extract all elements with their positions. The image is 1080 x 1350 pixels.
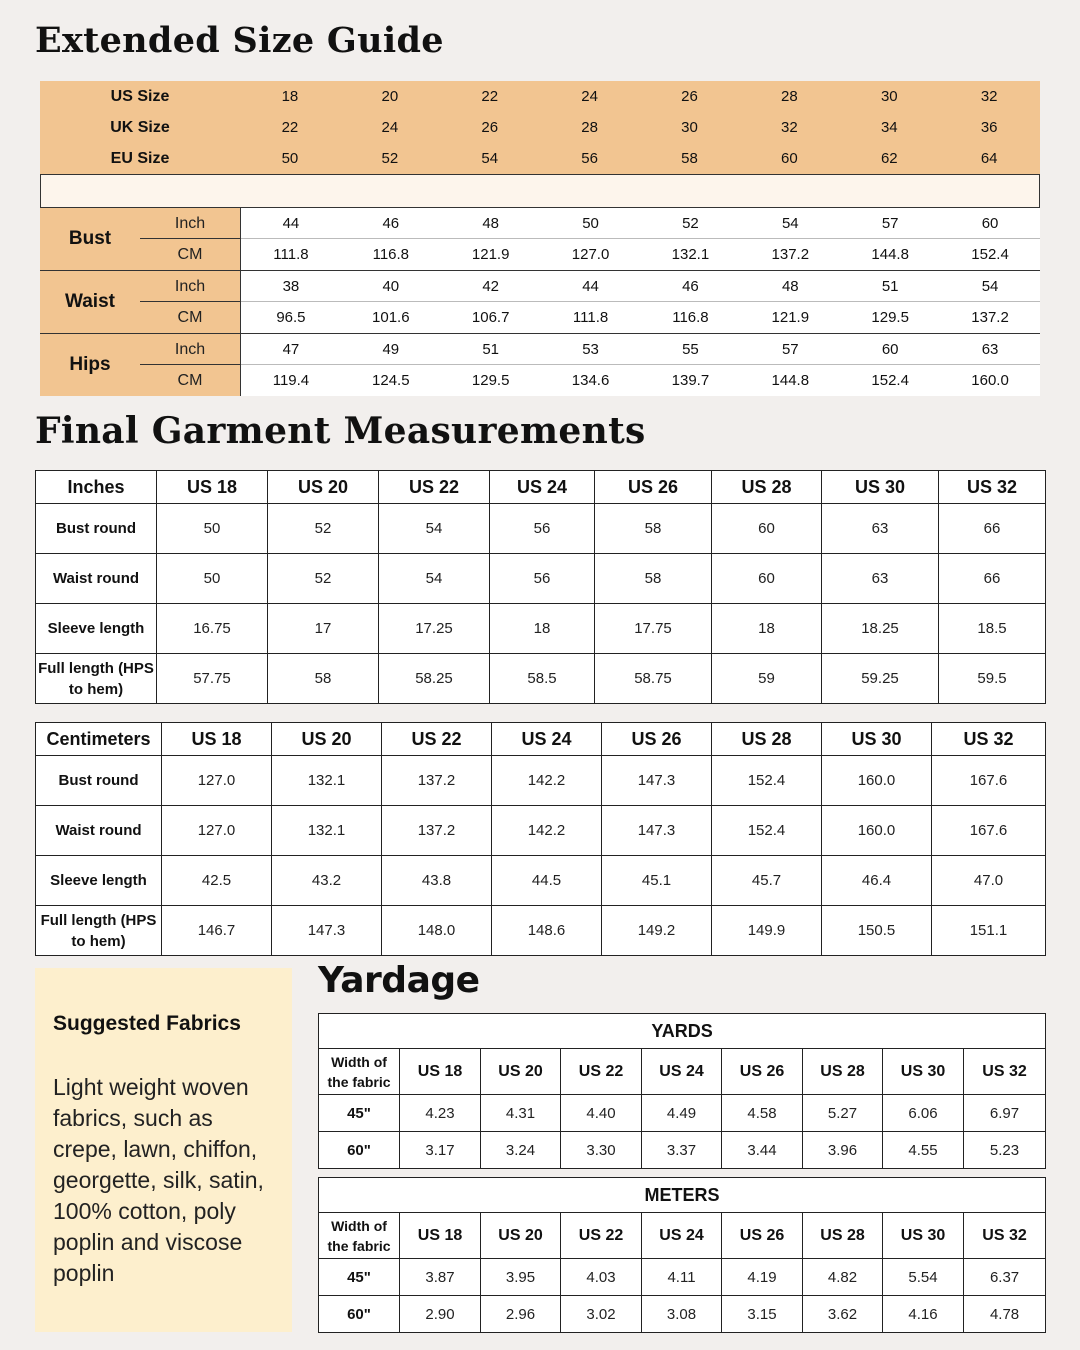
size-header: US 22: [382, 723, 492, 756]
value-cell: 121.9: [771, 309, 810, 326]
value-cell: 5.54: [883, 1259, 964, 1296]
value-cell: 149.9: [712, 906, 822, 956]
value-cell: 149.2: [602, 906, 712, 956]
uk-size-label: UK Size: [110, 118, 170, 136]
value-cell: 54: [379, 504, 490, 554]
table-row: [36, 604, 1046, 654]
size-value: 58: [681, 150, 698, 167]
value-cell: 46: [641, 271, 741, 302]
value-cell: 127.0: [162, 806, 272, 856]
row-label: 60": [319, 1296, 400, 1333]
value-cell: 132.1: [671, 246, 710, 263]
value-cell: 58.75: [595, 654, 712, 704]
size-guide-title: Extended Size Guide: [35, 20, 444, 61]
value-cell: 40: [341, 271, 441, 302]
value-cell: 4.19: [722, 1259, 803, 1296]
header-row: [319, 1049, 1046, 1095]
value-cell: 60: [940, 208, 1040, 239]
bust-label: Bust: [40, 208, 140, 270]
size-value: 30: [880, 88, 898, 105]
unit-inch: Inch: [174, 214, 206, 232]
value-cell: 17.75: [595, 604, 712, 654]
size-header: US 24: [492, 723, 602, 756]
cm-row: [241, 302, 1040, 333]
value-cell: 17.25: [379, 604, 490, 654]
value-cell: 4.55: [883, 1132, 964, 1169]
size-value: 62: [880, 150, 898, 167]
spacer-band: [40, 174, 1040, 208]
value-cell: 50: [541, 208, 641, 239]
value-cell: 4.31: [481, 1095, 561, 1132]
value-cell: 152.4: [712, 806, 822, 856]
value-cell: 66: [939, 504, 1046, 554]
value-cell: 6.06: [883, 1095, 964, 1132]
size-header: US 18: [400, 1213, 481, 1259]
value-cell: 54: [940, 271, 1040, 302]
value-cell: 51: [441, 334, 541, 365]
size-header: US 32: [964, 1049, 1046, 1095]
hips-values: [240, 334, 1040, 396]
size-header: US 22: [379, 471, 490, 504]
value-cell: 3.96: [803, 1132, 883, 1169]
corner-header: Inches: [36, 471, 157, 504]
table-row: [36, 856, 1046, 906]
value-cell: 101.6: [372, 309, 410, 326]
value-cell: 147.3: [602, 756, 712, 806]
value-cell: 4.03: [561, 1259, 642, 1296]
value-cell: 47.0: [932, 856, 1046, 906]
yardage-title: Yardage: [318, 960, 480, 1001]
value-cell: 58: [595, 504, 712, 554]
value-cell: 42: [441, 271, 541, 302]
inch-row: [241, 208, 1040, 239]
width-of-fabric-label: Width of the fabric: [319, 1213, 400, 1259]
inch-row: [241, 271, 1040, 302]
value-cell: 3.02: [561, 1296, 642, 1333]
meters-table: [318, 1177, 1046, 1333]
size-header: US 26: [722, 1049, 803, 1095]
table-row: [319, 1296, 1046, 1333]
value-cell: 150.5: [822, 906, 932, 956]
value-cell: 48: [740, 271, 840, 302]
size-header: US 18: [162, 723, 272, 756]
value-cell: 58.5: [490, 654, 595, 704]
size-header: US 20: [272, 723, 382, 756]
size-value: 32: [980, 88, 998, 105]
value-cell: 57: [740, 334, 840, 365]
value-cell: 56: [490, 554, 595, 604]
value-cell: 139.7: [671, 372, 710, 389]
value-cell: 17: [268, 604, 379, 654]
value-cell: 148.6: [492, 906, 602, 956]
size-value: 34: [880, 119, 898, 136]
value-cell: 43.2: [272, 856, 382, 906]
table-row: [319, 1132, 1046, 1169]
unit-labels: [140, 271, 240, 333]
value-cell: 63: [940, 334, 1040, 365]
size-value: 52: [381, 150, 399, 167]
suggested-fabrics-title: Suggested Fabrics: [53, 1012, 241, 1035]
table-row: [36, 554, 1046, 604]
size-value: 28: [781, 88, 798, 105]
table-row: [36, 906, 1046, 956]
unit-cm: CM: [177, 245, 203, 263]
value-cell: 55: [641, 334, 741, 365]
value-cell: 49: [341, 334, 441, 365]
value-cell: 48: [441, 208, 541, 239]
value-cell: 16.75: [157, 604, 268, 654]
value-cell: 56: [490, 504, 595, 554]
value-cell: 137.2: [382, 756, 492, 806]
size-value: 18: [281, 88, 299, 105]
size-header: US 30: [883, 1049, 964, 1095]
size-header: US 26: [722, 1213, 803, 1259]
value-cell: 52: [268, 554, 379, 604]
size-value: 32: [781, 119, 798, 136]
unit-cm: CM: [177, 308, 203, 326]
value-cell: 3.37: [642, 1132, 722, 1169]
value-cell: 4.49: [642, 1095, 722, 1132]
value-cell: 124.5: [372, 372, 410, 389]
value-cell: 3.15: [722, 1296, 803, 1333]
value-cell: 18: [490, 604, 595, 654]
title-row: [319, 1014, 1046, 1049]
row-label: Waist round: [36, 806, 162, 856]
size-header: US 32: [932, 723, 1046, 756]
row-label: Sleeve length: [36, 856, 162, 906]
size-value: 54: [481, 150, 499, 167]
value-cell: 106.7: [471, 309, 510, 326]
size-value: 64: [980, 150, 998, 167]
value-cell: 134.6: [571, 372, 610, 389]
unit-divider: [140, 364, 240, 365]
value-cell: 4.82: [803, 1259, 883, 1296]
value-cell: 4.78: [964, 1296, 1046, 1333]
row-label: 60": [319, 1132, 400, 1169]
size-header: US 30: [883, 1213, 964, 1259]
value-cell: 2.90: [400, 1296, 481, 1333]
unit-inch: Inch: [174, 340, 206, 358]
value-cell: 50: [157, 554, 268, 604]
corner-header: Centimeters: [36, 723, 162, 756]
value-cell: 5.27: [803, 1095, 883, 1132]
us-size-label: US Size: [110, 87, 170, 105]
hips-label: Hips: [40, 334, 140, 396]
row-label: Bust round: [36, 756, 162, 806]
value-cell: 4.11: [642, 1259, 722, 1296]
value-cell: 44: [541, 271, 641, 302]
suggested-fabrics-panel: [35, 968, 292, 1332]
table-row: [36, 806, 1046, 856]
hips-measurement: [40, 334, 1040, 396]
size-value: 36: [980, 119, 998, 136]
table-row: [36, 654, 1046, 704]
row-label: Sleeve length: [36, 604, 157, 654]
cm-row: [241, 239, 1040, 270]
value-cell: 6.37: [964, 1259, 1046, 1296]
value-cell: 57.75: [157, 654, 268, 704]
table-row: [319, 1259, 1046, 1296]
value-cell: 50: [157, 504, 268, 554]
value-cell: 54: [740, 208, 840, 239]
value-cell: 142.2: [492, 756, 602, 806]
value-cell: 137.2: [971, 309, 1009, 326]
row-label: Full length (HPS to hem): [36, 654, 157, 704]
value-cell: 18.25: [822, 604, 939, 654]
size-header: US 32: [939, 471, 1046, 504]
size-value: 24: [581, 88, 598, 105]
value-cell: 2.96: [481, 1296, 561, 1333]
size-header: US 20: [481, 1213, 561, 1259]
value-cell: 60: [712, 504, 822, 554]
size-header: US 26: [602, 723, 712, 756]
value-cell: 3.62: [803, 1296, 883, 1333]
value-cell: 160.0: [822, 756, 932, 806]
size-header: US 24: [490, 471, 595, 504]
size-header: US 28: [712, 723, 822, 756]
size-header: US 20: [268, 471, 379, 504]
unit-labels: [140, 334, 240, 396]
value-cell: 51: [840, 271, 940, 302]
value-cell: 4.40: [561, 1095, 642, 1132]
value-cell: 129.5: [471, 372, 510, 389]
value-cell: 45.1: [602, 856, 712, 906]
value-cell: 116.8: [372, 246, 410, 263]
size-header: US 24: [642, 1213, 722, 1259]
value-cell: 137.2: [771, 246, 810, 263]
value-cell: 127.0: [571, 246, 610, 263]
value-cell: 44.5: [492, 856, 602, 906]
size-value: 26: [681, 88, 698, 105]
value-cell: 160.0: [822, 806, 932, 856]
value-cell: 58.25: [379, 654, 490, 704]
row-label: Bust round: [36, 504, 157, 554]
value-cell: 60: [840, 334, 940, 365]
size-header: US 26: [595, 471, 712, 504]
value-cell: 38: [241, 271, 341, 302]
unit-divider: [140, 301, 240, 302]
size-value: 56: [581, 150, 598, 167]
value-cell: 4.23: [400, 1095, 481, 1132]
waist-measurement: [40, 271, 1040, 333]
value-cell: 152.4: [971, 246, 1009, 263]
size-value: 26: [481, 119, 499, 136]
value-cell: 142.2: [492, 806, 602, 856]
value-cell: 3.17: [400, 1132, 481, 1169]
value-cell: 152.4: [871, 372, 909, 389]
size-header: US 30: [822, 471, 939, 504]
value-cell: 6.97: [964, 1095, 1046, 1132]
value-cell: 96.5: [276, 309, 306, 326]
final-measurements-title: Final Garment Measurements: [35, 410, 646, 452]
value-cell: 47: [241, 334, 341, 365]
value-cell: 129.5: [871, 309, 909, 326]
size-value: 22: [481, 88, 499, 105]
size-header: US 22: [561, 1049, 642, 1095]
value-cell: 52: [641, 208, 741, 239]
size-header: US 18: [157, 471, 268, 504]
value-cell: 147.3: [602, 806, 712, 856]
value-cell: 44: [241, 208, 341, 239]
waist-label: Waist: [40, 271, 140, 333]
size-value: 30: [681, 119, 698, 136]
value-cell: 111.8: [572, 309, 609, 326]
value-cell: 66: [939, 554, 1046, 604]
value-cell: 127.0: [162, 756, 272, 806]
size-value: 24: [381, 119, 399, 136]
value-cell: 137.2: [382, 806, 492, 856]
value-cell: 3.95: [481, 1259, 561, 1296]
meters-heading: METERS: [319, 1178, 1046, 1213]
size-value: 20: [381, 88, 399, 105]
size-header: US 30: [822, 723, 932, 756]
eu-size-label: EU Size: [110, 149, 170, 167]
centimeters-table: [35, 722, 1046, 956]
value-cell: 152.4: [712, 756, 822, 806]
value-cell: 116.8: [672, 309, 709, 326]
value-cell: 167.6: [932, 756, 1046, 806]
size-header: US 28: [712, 471, 822, 504]
value-cell: 60: [712, 554, 822, 604]
value-cell: 146.7: [162, 906, 272, 956]
header-row: [36, 471, 1046, 504]
unit-cm: CM: [177, 371, 203, 389]
value-cell: 3.30: [561, 1132, 642, 1169]
value-cell: 3.44: [722, 1132, 803, 1169]
value-cell: 147.3: [272, 906, 382, 956]
value-cell: 63: [822, 554, 939, 604]
row-label: Full length (HPS to hem): [36, 906, 162, 956]
value-cell: 46: [341, 208, 441, 239]
uk-size-row: [40, 112, 1040, 143]
value-cell: 121.9: [471, 246, 510, 263]
value-cell: 3.08: [642, 1296, 722, 1333]
bust-values: [240, 208, 1040, 270]
value-cell: 43.8: [382, 856, 492, 906]
value-cell: 58: [268, 654, 379, 704]
header-row: [319, 1213, 1046, 1259]
size-header: US 28: [803, 1213, 883, 1259]
value-cell: 59.5: [939, 654, 1046, 704]
size-guide-table: [40, 81, 1040, 396]
row-label: Waist round: [36, 554, 157, 604]
value-cell: 42.5: [162, 856, 272, 906]
yards-heading: YARDS: [319, 1014, 1046, 1049]
suggested-fabrics-text: Light weight woven fabrics, such as crepe, lawn, chiffon, georgette, silk, satin, 100% cotton, poly poplin and viscose poplin: [53, 1074, 264, 1286]
table-row: [36, 756, 1046, 806]
value-cell: 59.25: [822, 654, 939, 704]
waist-values: [240, 271, 1040, 333]
size-header: US 18: [400, 1049, 481, 1095]
value-cell: 3.87: [400, 1259, 481, 1296]
row-label: 45": [319, 1259, 400, 1296]
value-cell: 18.5: [939, 604, 1046, 654]
size-value: 60: [781, 150, 798, 167]
us-size-row: [40, 81, 1040, 112]
size-header: US 20: [481, 1049, 561, 1095]
eu-size-row: [40, 143, 1040, 174]
title-row: [319, 1178, 1046, 1213]
value-cell: 148.0: [382, 906, 492, 956]
cm-row: [241, 365, 1040, 396]
table-row: [36, 504, 1046, 554]
value-cell: 53: [541, 334, 641, 365]
unit-labels: [140, 208, 240, 270]
value-cell: 57: [840, 208, 940, 239]
value-cell: 132.1: [272, 806, 382, 856]
value-cell: 5.23: [964, 1132, 1046, 1169]
value-cell: 160.0: [971, 372, 1009, 389]
width-of-fabric-label: Width of the fabric: [319, 1049, 400, 1095]
value-cell: 45.7: [712, 856, 822, 906]
value-cell: 132.1: [272, 756, 382, 806]
row-label: 45": [319, 1095, 400, 1132]
table-row: [319, 1095, 1046, 1132]
size-header: US 32: [964, 1213, 1046, 1259]
value-cell: 144.8: [771, 372, 810, 389]
value-cell: 111.8: [273, 246, 309, 263]
value-cell: 119.4: [272, 372, 310, 389]
bust-measurement: [40, 208, 1040, 270]
inch-row: [241, 334, 1040, 365]
value-cell: 151.1: [932, 906, 1046, 956]
value-cell: 52: [268, 504, 379, 554]
value-cell: 4.16: [883, 1296, 964, 1333]
value-cell: 54: [379, 554, 490, 604]
size-header: US 24: [642, 1049, 722, 1095]
value-cell: 46.4: [822, 856, 932, 906]
size-value: 50: [281, 150, 299, 167]
unit-inch: Inch: [174, 277, 206, 295]
size-header: US 22: [561, 1213, 642, 1259]
value-cell: 4.58: [722, 1095, 803, 1132]
size-header: US 28: [803, 1049, 883, 1095]
yards-table: [318, 1013, 1046, 1169]
value-cell: 63: [822, 504, 939, 554]
value-cell: 144.8: [871, 246, 909, 263]
value-cell: 18: [712, 604, 822, 654]
value-cell: 167.6: [932, 806, 1046, 856]
value-cell: 58: [595, 554, 712, 604]
size-value: 22: [281, 119, 299, 136]
value-cell: 3.24: [481, 1132, 561, 1169]
value-cell: 59: [712, 654, 822, 704]
unit-divider: [140, 238, 240, 239]
inches-table: [35, 470, 1046, 704]
header-row: [36, 723, 1046, 756]
size-value: 28: [581, 119, 598, 136]
size-conversion-header: [40, 81, 1040, 174]
